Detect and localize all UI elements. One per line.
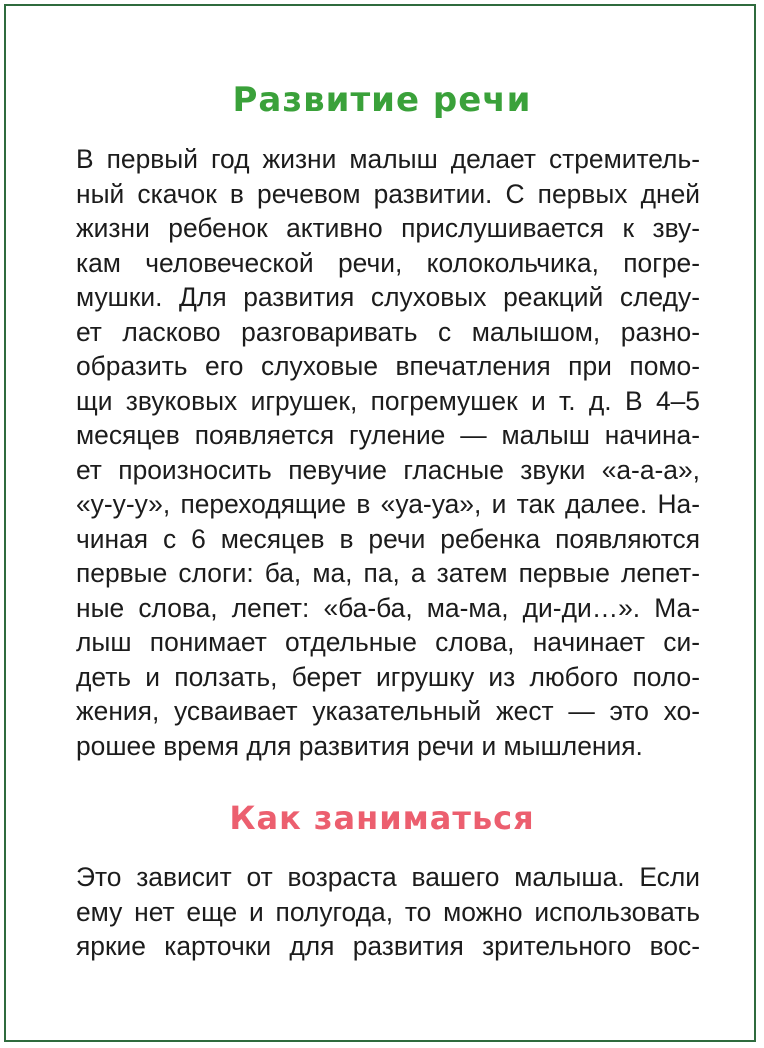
text-line: щи звуковых игрушек, погремушек и т. д. В 4–5	[76, 385, 700, 416]
page-frame	[4, 4, 756, 1042]
text-line: жизни ребенок активно прислушивается к зву-	[76, 213, 700, 243]
text-line: Это зависит от возраста вашего малыша. Если	[76, 862, 700, 892]
text-line: образить его слуховые впечатления при помо-	[76, 351, 700, 381]
text-line: кам человеческой речи, колокольчика, погре-	[76, 247, 700, 278]
section-title-speech-development: Развитие речи	[232, 80, 532, 120]
section-title-how-to-practice: Как заниматься	[229, 799, 535, 837]
text-line: ет произносить певучие гласные звуки «а-а-а»,	[76, 454, 700, 485]
text-line: ему нет еще и полугода, то можно использовать	[76, 896, 700, 927]
text-line: рошее время для развития речи и мышления.	[76, 730, 643, 761]
text-line: жения, усваивает указательный жест — это хо-	[76, 696, 700, 726]
text-line: деть и ползать, берет игрушку из любого поло-	[76, 661, 700, 692]
text-line: ные слова, лепет: «ба-ба, ма-ма, ди-ди…». Ма-	[76, 592, 700, 623]
paragraph-how-to-practice	[76, 860, 700, 964]
text-line: В первый год жизни малыш делает стремитель-	[76, 144, 700, 174]
text-line: яркие карточки для развития зрительного вос-	[76, 931, 700, 961]
text-line: чиная с 6 месяцев в речи ребенка появляются	[76, 523, 700, 554]
text-line: «у-у-у», переходящие в «уа-уа», и так далее. На-	[76, 489, 700, 519]
text-line: первые слоги: ба, ма, па, а затем первые лепет-	[76, 558, 700, 588]
text-line: лыш понимает отдельные слова, начинает си-	[76, 627, 700, 657]
text-line: месяцев появляется гуление — малыш начина-	[76, 420, 700, 450]
text-line: ет ласково разговаривать с малышом, разно-	[76, 316, 700, 347]
paragraph-speech-development	[76, 142, 700, 763]
text-line: мушки. Для развития слуховых реакций следу-	[76, 282, 700, 312]
text-line: ный скачок в речевом развитии. С первых дней	[76, 178, 700, 209]
